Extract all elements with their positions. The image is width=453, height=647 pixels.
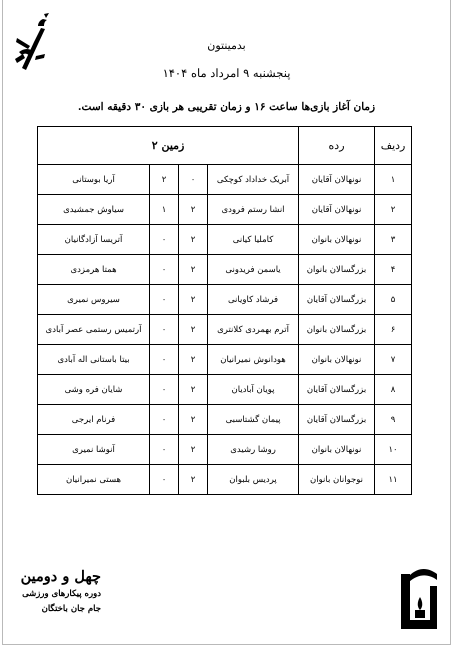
row-index: ۲ [375, 195, 412, 225]
row-category: نونهالان بانوان [299, 435, 375, 465]
row-category: نونهالان بانوان [299, 225, 375, 255]
row-player-one: آبریک خداداد کوچکی [208, 165, 299, 195]
row-category: نونهالان آقایان [299, 165, 375, 195]
table-row [38, 405, 412, 435]
row-index: ۱ [375, 165, 412, 195]
row-score-one: ۲ [179, 465, 208, 495]
row-score-two: ۰ [150, 285, 179, 315]
row-player-one: پویان آبادیان [208, 375, 299, 405]
header-court: زمین ۲ [38, 127, 299, 165]
row-player-two: همتا هرمزدی [38, 255, 150, 285]
row-category: بزرگسالان آقایان [299, 285, 375, 315]
row-score-one: ۰ [179, 165, 208, 195]
row-score-one: ۲ [179, 255, 208, 285]
row-index: ۴ [375, 255, 412, 285]
row-score-one: ۲ [179, 285, 208, 315]
row-player-one: فرشاد کاویانی [208, 285, 299, 315]
table-row [38, 375, 412, 405]
row-player-two: بیتا باستانی اله آبادی [38, 345, 150, 375]
row-score-one: ۲ [179, 225, 208, 255]
table-row [38, 435, 412, 465]
row-player-two: شایان فره وشی [38, 375, 150, 405]
row-index: ۹ [375, 405, 412, 435]
table-row [38, 195, 412, 225]
row-score-two: ۱ [150, 195, 179, 225]
row-player-two: سیروس نمیری [38, 285, 150, 315]
memorial-torch-logo-icon [399, 564, 439, 630]
row-index: ۱۱ [375, 465, 412, 495]
event-date: پنجشنبه ۹ امرداد ماه ۱۴۰۴ [162, 66, 291, 80]
row-score-two: ۰ [150, 435, 179, 465]
table-row [38, 165, 412, 195]
brand-title: چهل و دومین [20, 568, 101, 585]
row-player-one: پردیس بلبوان [208, 465, 299, 495]
brand-subtitle: دوره پیکارهای ورزشی [22, 589, 101, 599]
row-player-two: آرتمیس رستمی عصر آبادی [38, 315, 150, 345]
row-score-one: ۲ [179, 345, 208, 375]
row-category: نونهالان آقایان [299, 195, 375, 225]
row-score-two: ۰ [150, 315, 179, 345]
header-index: ردیف [375, 127, 412, 165]
row-score-two: ۰ [150, 255, 179, 285]
row-score-one: ۲ [179, 435, 208, 465]
row-score-two: ۰ [150, 345, 179, 375]
table-row [38, 315, 412, 345]
row-player-two: آریا بوستانی [38, 165, 150, 195]
schedule-note: زمان آغاز بازی‌ها ساعت ۱۶ و زمان تقریبی هر بازی ۳۰ دقیقه است. [77, 101, 376, 113]
row-player-two: آنوشا نمیری [38, 435, 150, 465]
row-category: بزرگسالان آقایان [299, 375, 375, 405]
row-player-one: آترم بهمردی کلانتری [208, 315, 299, 345]
table-row [38, 285, 412, 315]
row-index: ۸ [375, 375, 412, 405]
row-player-two: آتریسا آزادگانیان [38, 225, 150, 255]
table-row [38, 465, 412, 495]
row-score-two: ۲ [150, 165, 179, 195]
page-title: بدمینتون [207, 39, 246, 52]
row-player-one: روشا رشیدی [208, 435, 299, 465]
row-index: ۱۰ [375, 435, 412, 465]
row-score-two: ۰ [150, 405, 179, 435]
header-category: رده [299, 127, 375, 165]
row-index: ۷ [375, 345, 412, 375]
row-score-one: ۲ [179, 375, 208, 405]
row-score-two: ۰ [150, 375, 179, 405]
row-index: ۶ [375, 315, 412, 345]
row-category: بزرگسالان بانوان [299, 315, 375, 345]
table-header-row [38, 127, 412, 165]
brand-cup-name: جام جان باختگان [41, 604, 101, 614]
row-score-one: ۲ [179, 405, 208, 435]
row-index: ۳ [375, 225, 412, 255]
row-player-one: یاسمن فریدونی [208, 255, 299, 285]
match-schedule-table [37, 126, 412, 495]
row-player-one: انشا رستم فرودی [208, 195, 299, 225]
row-player-one: کاملیا کیانی [208, 225, 299, 255]
table-row [38, 345, 412, 375]
row-score-one: ۲ [179, 195, 208, 225]
row-category: نونهالان بانوان [299, 345, 375, 375]
row-player-two: فرنام ایرجی [38, 405, 150, 435]
event-brand [17, 567, 101, 617]
row-player-two: سیاوش جمشیدی [38, 195, 150, 225]
table-row [38, 225, 412, 255]
row-category: بزرگسالان آقایان [299, 405, 375, 435]
table-row [38, 255, 412, 285]
row-score-one: ۲ [179, 315, 208, 345]
row-score-two: ۰ [150, 225, 179, 255]
row-category: بزرگسالان بانوان [299, 255, 375, 285]
row-category: نوجوانان بانوان [299, 465, 375, 495]
row-player-two: هستی نمیرانیان [38, 465, 150, 495]
row-score-two: ۰ [150, 465, 179, 495]
row-player-one: پیمان گشتاسبی [208, 405, 299, 435]
row-index: ۵ [375, 285, 412, 315]
row-player-one: هودانوش نمیرانیان [208, 345, 299, 375]
